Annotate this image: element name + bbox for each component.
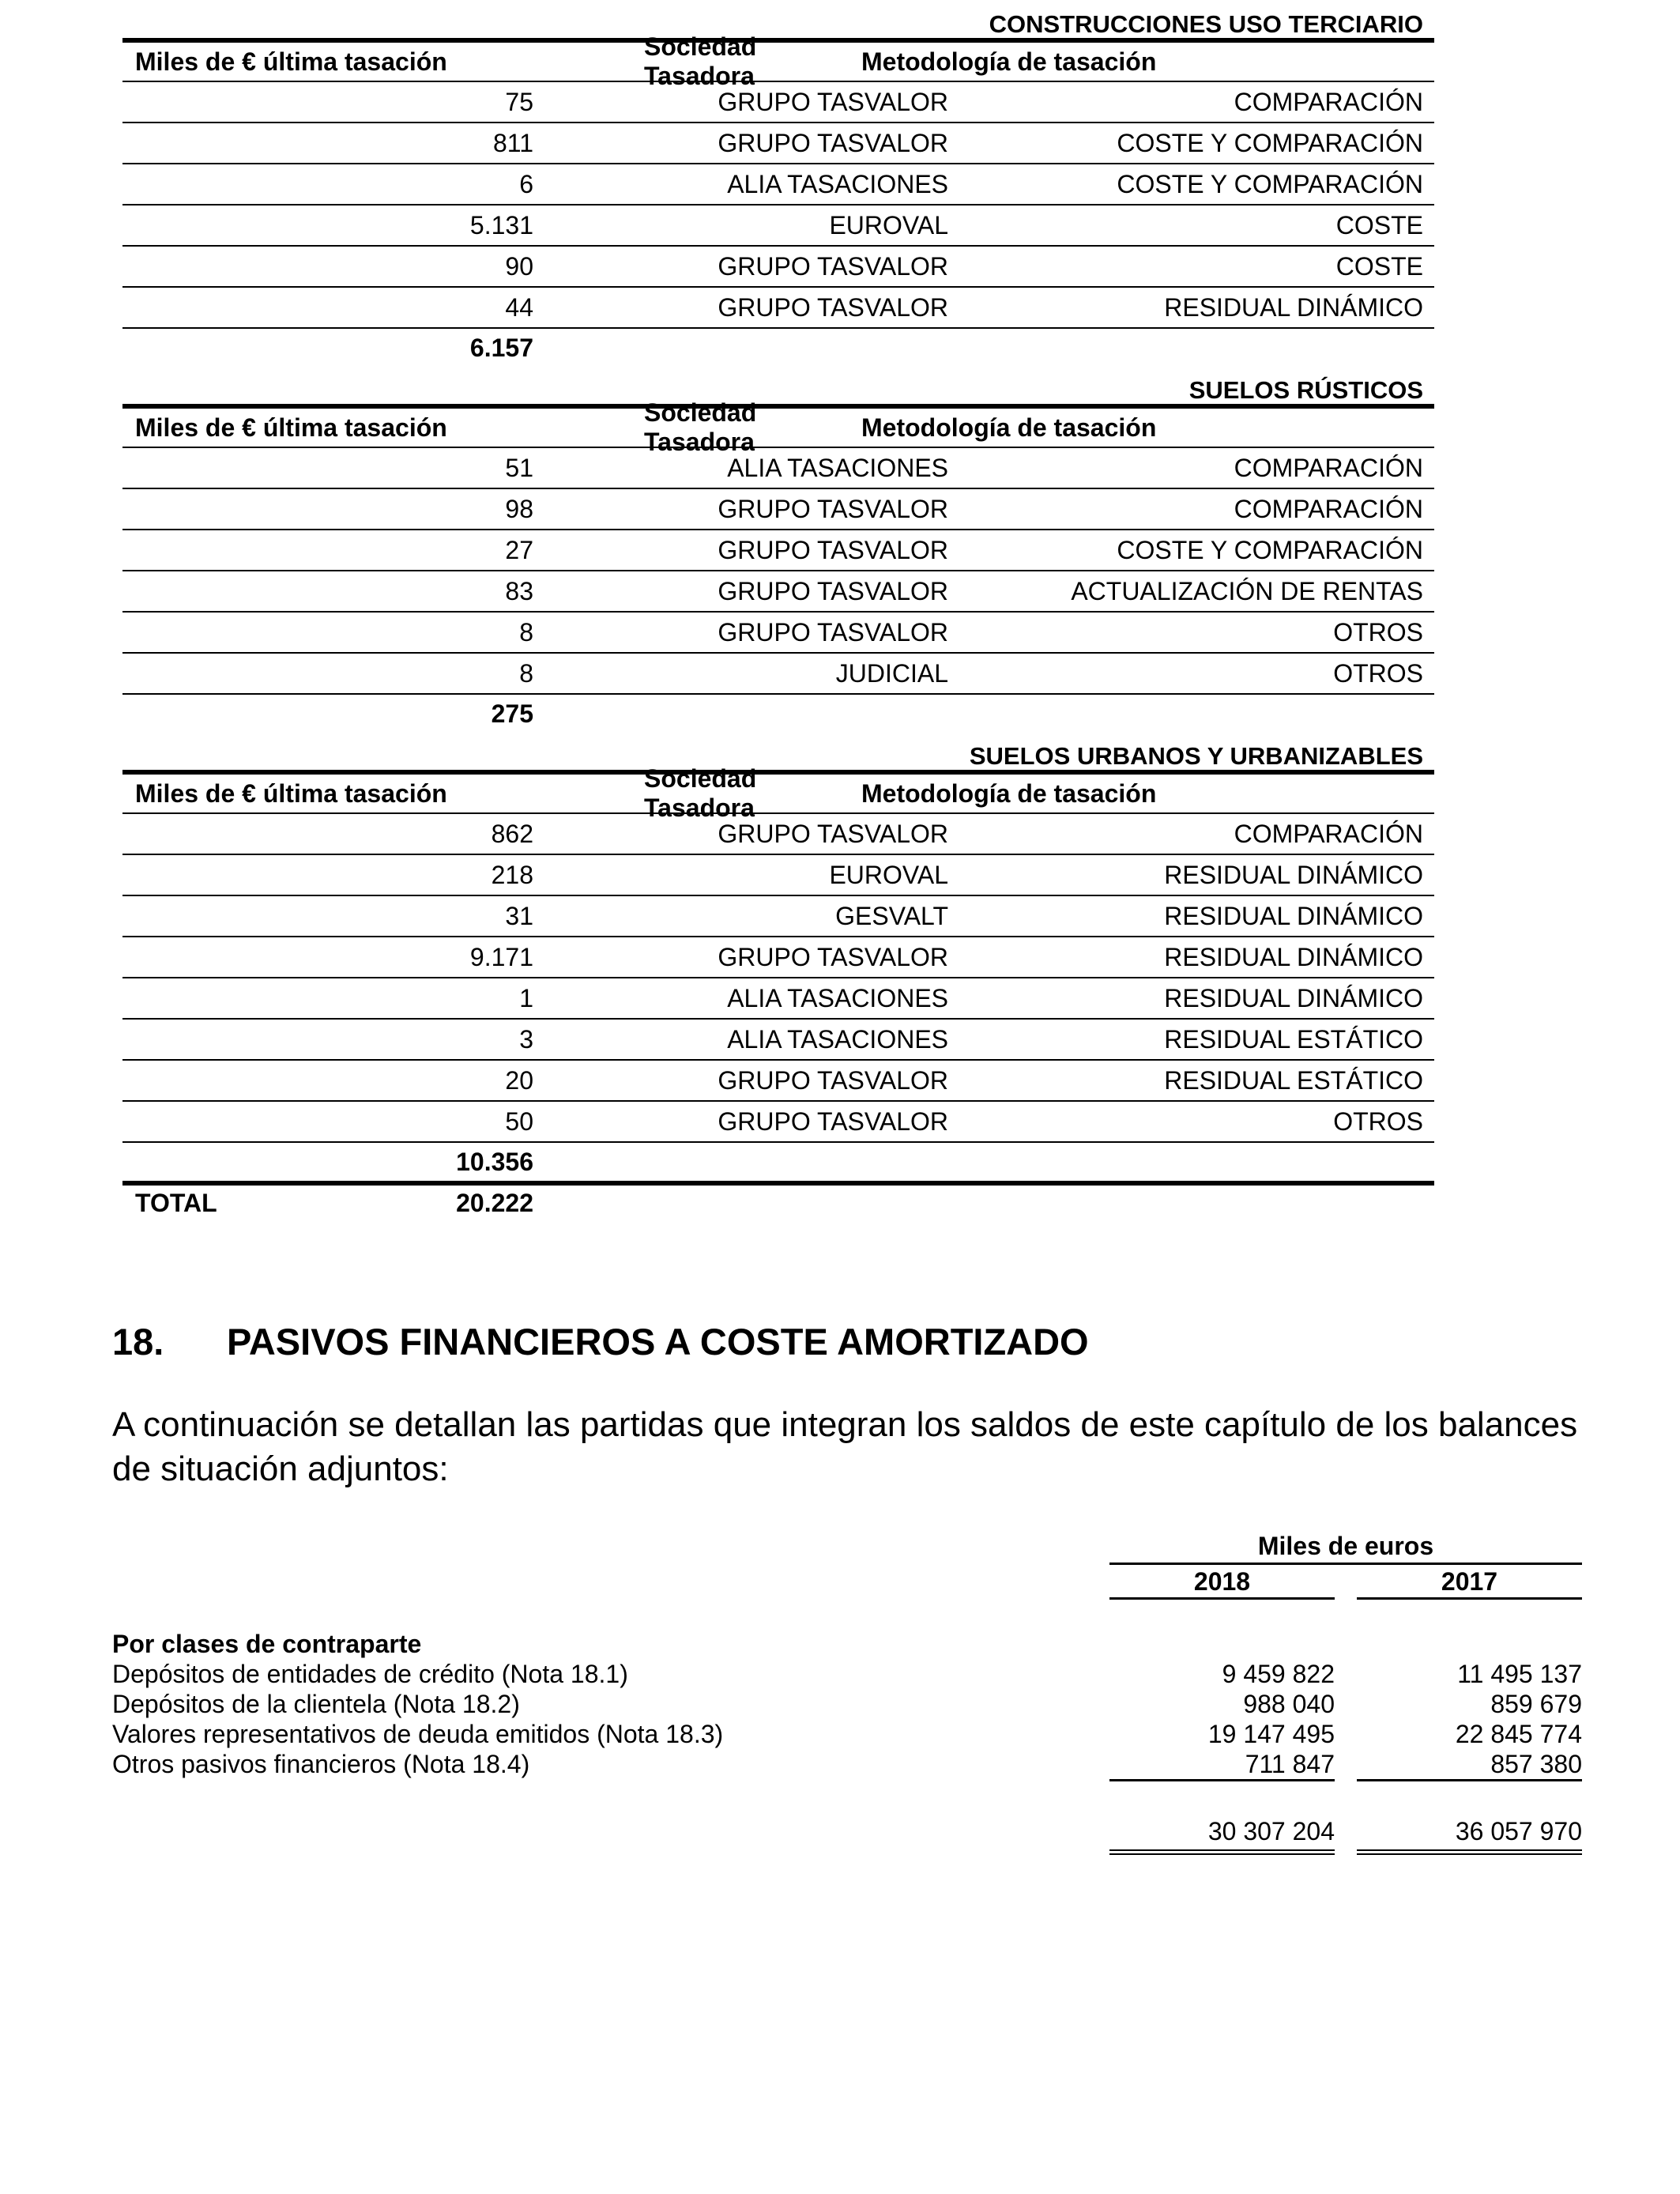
- section-intro-paragraph: A continuación se detallan las partidas que integran los saldos de este capítulo de los balances de situación adjuntos:: [112, 1405, 1578, 1488]
- year-header-2017: 2017: [1357, 1566, 1582, 1600]
- table-row: [122, 123, 1434, 164]
- table-row: [122, 530, 1434, 571]
- cell-value: 20: [505, 1065, 533, 1095]
- cell-value: 5.131: [469, 210, 533, 239]
- table-row: [112, 1749, 1582, 1779]
- cell-appraiser: GRUPO TASVALOR: [718, 128, 948, 157]
- cell-appraiser: GRUPO TASVALOR: [718, 942, 948, 971]
- cell-appraiser: GRUPO TASVALOR: [718, 535, 948, 564]
- cell-value: 862: [491, 819, 533, 848]
- cell-appraiser: JUDICIAL: [835, 658, 948, 688]
- cell-value: 50: [505, 1106, 533, 1136]
- subtotal-value: 6.157: [469, 333, 533, 362]
- table-header-row: [122, 764, 1434, 822]
- table-row: [122, 814, 1434, 855]
- table-row: [122, 654, 1434, 695]
- col-header-method: Metodología de tasación: [861, 778, 1157, 808]
- total-2017: 36 057 970: [1357, 1815, 1582, 1855]
- value-2018: 19 147 495: [1207, 1720, 1335, 1748]
- value-2017: 22 845 774: [1455, 1720, 1582, 1748]
- col-header-method: Metodología de tasación: [861, 413, 1157, 442]
- table-row: [122, 896, 1434, 937]
- table-body: [122, 814, 1434, 1143]
- table-section-title: SUELOS URBANOS Y URBANIZABLES: [122, 738, 1434, 775]
- cell-method: COMPARACIÓN: [1234, 494, 1423, 523]
- cell-method: COMPARACIÓN: [1234, 819, 1423, 848]
- table-body: [122, 448, 1434, 695]
- cell-appraiser: EUROVAL: [829, 210, 948, 239]
- cell-appraiser: EUROVAL: [829, 860, 948, 889]
- table-subtotal-row: [122, 1143, 1434, 1181]
- table-header-row: [122, 398, 1434, 456]
- appraisal-table-suelos-urbanos: [122, 738, 1434, 1220]
- cell-method: RESIDUAL DINÁMICO: [1164, 942, 1423, 971]
- col-header-value: Miles de € última tasación: [135, 413, 447, 442]
- grand-total-value: 20.222: [456, 1188, 533, 1217]
- cell-method: RESIDUAL DINÁMICO: [1164, 901, 1423, 930]
- section-number: 18.: [112, 1321, 164, 1363]
- table-row: [112, 1659, 1582, 1689]
- cell-method: RESIDUAL DINÁMICO: [1164, 860, 1423, 889]
- cell-method: RESIDUAL ESTÁTICO: [1164, 1024, 1423, 1054]
- cell-value: 98: [505, 494, 533, 523]
- cell-appraiser: GESVALT: [835, 901, 948, 930]
- cell-appraiser: ALIA TASACIONES: [727, 169, 948, 198]
- value-2017: 857 380: [1357, 1749, 1582, 1781]
- cell-method: RESIDUAL DINÁMICO: [1164, 292, 1423, 322]
- total-row: [112, 1815, 1582, 1847]
- table-row: [122, 1061, 1434, 1102]
- table-section-title: CONSTRUCCIONES USO TERCIARIO: [122, 6, 1434, 43]
- section-title: PASIVOS FINANCIEROS A COSTE AMORTIZADO: [227, 1321, 1089, 1363]
- cell-appraiser: GRUPO TASVALOR: [718, 576, 948, 605]
- cell-method: COSTE: [1335, 210, 1423, 239]
- cell-value: 811: [492, 128, 533, 157]
- cell-method: ACTUALIZACIÓN DE RENTAS: [1071, 576, 1423, 605]
- cell-value: 9.171: [469, 942, 533, 971]
- table-row: [122, 82, 1434, 123]
- cell-method: RESIDUAL ESTÁTICO: [1164, 1065, 1423, 1095]
- table-subtotal-row: [122, 695, 1434, 733]
- cell-value: 8: [519, 658, 533, 688]
- cell-value: 8: [519, 617, 533, 647]
- cell-appraiser: GRUPO TASVALOR: [718, 292, 948, 322]
- table-subtotal-row: [122, 329, 1434, 367]
- row-label: Depósitos de entidades de crédito (Nota 18.1): [112, 1660, 628, 1688]
- table-header-row: [122, 32, 1434, 90]
- section-heading: [112, 1320, 1089, 1363]
- appraisal-table-suelos-rusticos: [122, 372, 1434, 733]
- col-header-appraiser: Sociedad Tasadora: [644, 398, 757, 456]
- value-2018: 988 040: [1243, 1690, 1335, 1718]
- cell-value: 90: [505, 251, 533, 281]
- group-label: Por clases de contraparte: [112, 1630, 422, 1658]
- col-header-method: Metodología de tasación: [861, 47, 1157, 76]
- cell-appraiser: ALIA TASACIONES: [727, 983, 948, 1012]
- cell-method: COSTE Y COMPARACIÓN: [1117, 535, 1423, 564]
- cell-method: OTROS: [1333, 658, 1423, 688]
- row-label: Valores representativos de deuda emitidos (Nota 18.3): [112, 1720, 724, 1748]
- cell-appraiser: GRUPO TASVALOR: [718, 1106, 948, 1136]
- cell-appraiser: GRUPO TASVALOR: [718, 494, 948, 523]
- table-row: [122, 489, 1434, 530]
- table-row: [122, 855, 1434, 896]
- cell-appraiser: GRUPO TASVALOR: [718, 251, 948, 281]
- table-row: [122, 247, 1434, 288]
- cell-appraiser: GRUPO TASVALOR: [718, 87, 948, 116]
- subtotal-value: 275: [491, 699, 533, 728]
- cell-value: 83: [505, 576, 533, 605]
- cell-method: OTROS: [1333, 617, 1423, 647]
- value-2017: 859 679: [1490, 1690, 1582, 1718]
- appraisal-table-construcciones: [122, 6, 1434, 367]
- table-row: [122, 937, 1434, 978]
- cell-value: 31: [505, 901, 533, 930]
- cell-value: 6: [519, 169, 533, 198]
- cell-appraiser: ALIA TASACIONES: [727, 453, 948, 482]
- unit-header: Miles de euros: [1109, 1529, 1582, 1565]
- subtotal-value: 10.356: [456, 1147, 533, 1176]
- table-section-title: SUELOS RÚSTICOS: [122, 372, 1434, 409]
- table-row: [122, 288, 1434, 329]
- table-row: [122, 205, 1434, 247]
- cell-value: 218: [491, 860, 533, 889]
- table-row: [122, 448, 1434, 489]
- col-header-value: Miles de € última tasación: [135, 47, 447, 76]
- cell-method: COMPARACIÓN: [1234, 87, 1423, 116]
- cell-method: COSTE: [1335, 251, 1423, 281]
- cell-value: 51: [505, 453, 533, 482]
- table-row: [112, 1689, 1582, 1719]
- year-header-2018: 2018: [1109, 1566, 1335, 1600]
- col-header-value: Miles de € última tasación: [135, 778, 447, 808]
- total-2018: 30 307 204: [1109, 1815, 1335, 1855]
- cell-method: COSTE Y COMPARACIÓN: [1117, 169, 1423, 198]
- cell-appraiser: GRUPO TASVALOR: [718, 819, 948, 848]
- table-row: [122, 978, 1434, 1020]
- cell-value: 44: [505, 292, 533, 322]
- cell-method: COMPARACIÓN: [1234, 453, 1423, 482]
- col-header-appraiser: Sociedad Tasadora: [644, 764, 757, 822]
- cell-appraiser: ALIA TASACIONES: [727, 1024, 948, 1054]
- table-body: [122, 82, 1434, 329]
- cell-value: 27: [505, 535, 533, 564]
- cell-value: 75: [505, 87, 533, 116]
- cell-value: 3: [519, 1024, 533, 1054]
- row-label: Otros pasivos financieros (Nota 18.4): [112, 1750, 530, 1778]
- value-2018: 9 459 822: [1222, 1660, 1335, 1688]
- table-row: [122, 1020, 1434, 1061]
- row-label: Depósitos de la clientela (Nota 18.2): [112, 1690, 520, 1718]
- grand-total-row: [122, 1181, 1434, 1220]
- cell-value: 1: [519, 983, 533, 1012]
- table-row: [122, 1102, 1434, 1143]
- table-row: [122, 613, 1434, 654]
- table-row: [122, 571, 1434, 613]
- col-header-appraiser: Sociedad Tasadora: [644, 32, 757, 90]
- value-2017: 11 495 137: [1457, 1660, 1582, 1688]
- table-row: [122, 164, 1434, 205]
- cell-appraiser: GRUPO TASVALOR: [718, 617, 948, 647]
- cell-method: OTROS: [1333, 1106, 1423, 1136]
- value-2018: 711 847: [1109, 1749, 1335, 1781]
- grand-total-label: TOTAL: [135, 1188, 217, 1217]
- table-row: [112, 1719, 1582, 1749]
- cell-method: RESIDUAL DINÁMICO: [1164, 983, 1423, 1012]
- cell-appraiser: GRUPO TASVALOR: [718, 1065, 948, 1095]
- cell-method: COSTE Y COMPARACIÓN: [1117, 128, 1423, 157]
